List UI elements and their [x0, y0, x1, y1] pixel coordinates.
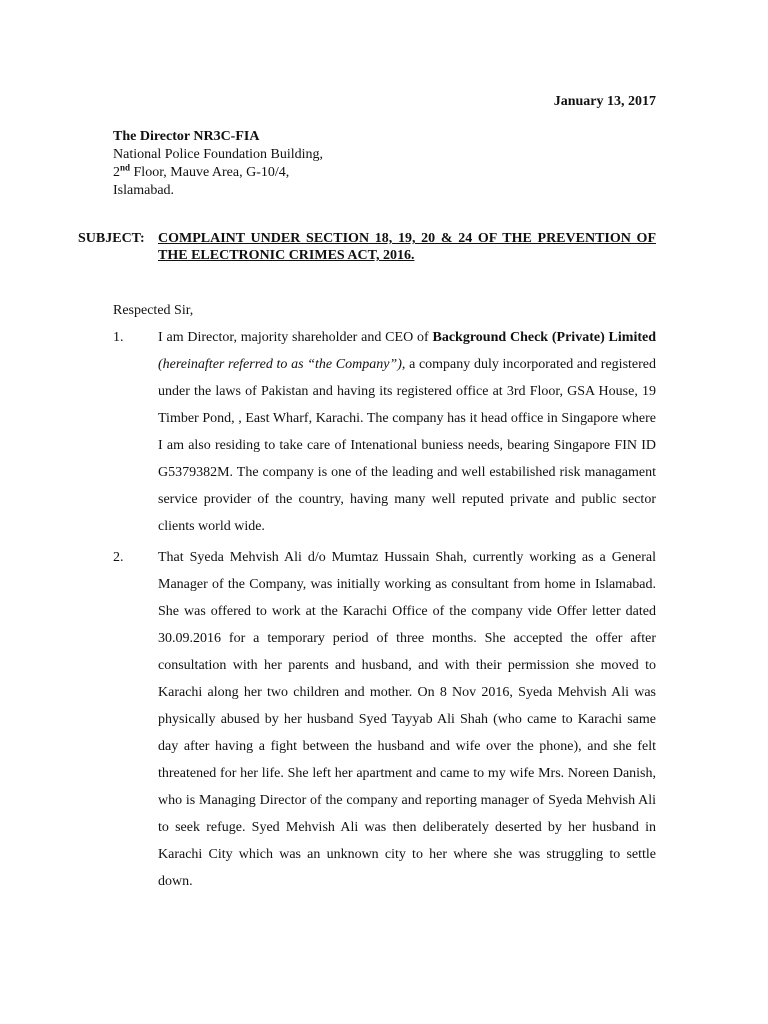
paragraph-text — [158, 324, 656, 540]
paragraph-rest: , a company duly incorporated and registered under the laws of Pakistan and having its registered office at 3rd Floor, GSA House, 19 Timber Pond, , East Wharf, Karachi. The company has it head office in Singapore where I am also residing to take care of Intenational buniess needs, bearing Singapore FIN ID G5379382M. The company is one of the leading and well estabilished risk managament service provider of the country, having many well reputed private and public sector clients world wide. — [158, 357, 656, 534]
letter-date: January 13, 2017 — [553, 94, 656, 109]
paragraph-intro: I am Director, majority shareholder and CEO of — [158, 330, 433, 345]
floor-number: 2 — [113, 165, 120, 180]
address-line-3: Islamabad. — [113, 183, 175, 198]
paragraph-number: 1. — [113, 330, 124, 345]
salutation: Respected Sir, — [113, 303, 194, 318]
subject-label: SUBJECT: — [78, 231, 145, 246]
company-name: Background Check (Private) Limited — [432, 330, 656, 345]
floor-ordinal: nd — [120, 162, 131, 173]
recipient-title: The Director NR3C-FIA — [113, 129, 260, 144]
paragraph-number: 2. — [113, 550, 124, 565]
subject-text: COMPLAINT UNDER SECTION 18, 19, 20 & 24 OF THE PREVENTION OF THE ELECTRONIC CRIMES ACT, 2016. — [158, 231, 656, 263]
address-line-1: National Police Foundation Building, — [113, 147, 323, 162]
paragraph-1 — [113, 324, 656, 540]
paragraph-text: That Syeda Mehvish Ali d/o Mumtaz Hussain Shah, currently working as a General Manager of the Company, was initially working as consultant from home in Islamabad. She was offered to work at the Karachi Office of the company vide Offer letter dated 30.09.2016 for a temporary period of three months. She accepted the offer after consultation with her parents and husband, and with their permission she moved to Karachi along her two children and mother. On 8 Nov 2016, Syeda Mehvish Ali was physically abused by her husband Syed Tayyab Ali Shah (who came to Karachi same day after having a fight between the husband and wife over the phone), and she felt threatened for her life. She left her apartment and came to my wife Mrs. Noreen Danish, who is Managing Director of the company and reporting manager of Syeda Mehvish Ali to seek refuge. Syed Mehvish Ali was then deliberately deserted by her husband in Karachi City which was an unknown city to her where she was struggling to settle down. — [158, 550, 656, 889]
company-referred: (hereinafter referred to as “the Company”) — [158, 357, 402, 372]
paragraph-2 — [113, 544, 656, 895]
address-line-2 — [113, 164, 323, 182]
floor-rest: Floor, Mauve Area, G-10/4, — [130, 165, 290, 180]
recipient-address — [113, 128, 323, 200]
